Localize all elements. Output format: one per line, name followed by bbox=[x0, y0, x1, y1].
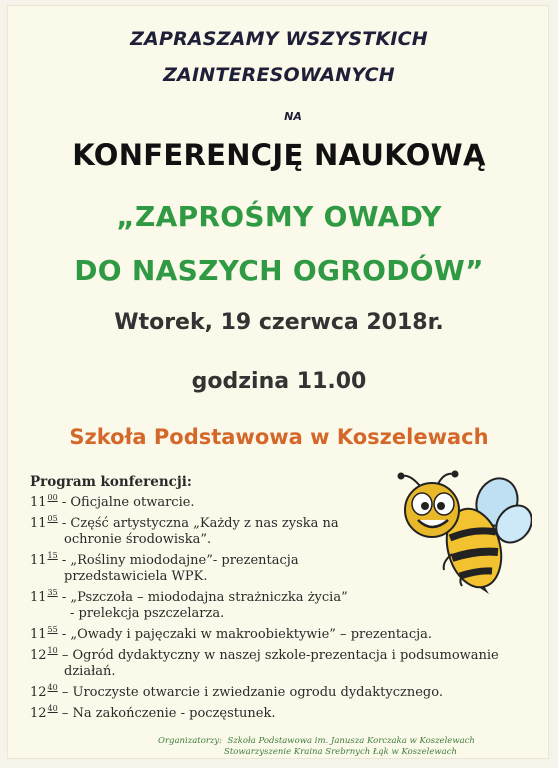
organizers-label: Organizatorzy: bbox=[158, 736, 223, 746]
program-item-cont: ochronie środowiska”. bbox=[64, 532, 212, 547]
organizers bbox=[158, 736, 558, 758]
invite-na: NA bbox=[284, 110, 302, 123]
program-item-cont: działań. bbox=[64, 664, 116, 679]
organizer-2: Stowarzyszenie Kraina Srebrnych Łąk w Koszelewach bbox=[224, 747, 457, 757]
program-item-cont: przedstawiciela WPK. bbox=[64, 569, 208, 584]
invite-line-1: ZAPRASZAMY WSZYSTKICH bbox=[130, 28, 428, 50]
invite-line-2: ZAINTERESOWANYCH bbox=[163, 64, 395, 86]
title-line-2: DO NASZYCH OGRODÓW” bbox=[74, 254, 484, 287]
program-item: $11^{05}$ - Część artystyczna „Każdy z nas zyska na bbox=[30, 514, 339, 531]
program-item: $11^{00}$ - Oficjalne otwarcie. bbox=[30, 493, 195, 510]
program-item: $11^{15}$ - „Rośliny miododajne”- prezentacja bbox=[30, 551, 299, 568]
school-name: Szkoła Podstawowa w Koszelewach bbox=[69, 425, 489, 449]
conference-heading: KONFERENCJĘ NAUKOWĄ bbox=[72, 138, 486, 172]
program-list bbox=[30, 474, 530, 722]
program-heading: Program konferencji: bbox=[30, 474, 192, 490]
program-item: $11^{35}$ - „Pszczoła – miododajna strażniczka życia” bbox=[30, 588, 348, 605]
program-item: $12^{40}$ – Na zakończenie - poczęstunek. bbox=[30, 704, 276, 721]
organizer-1: Szkoła Podstawowa im. Janusza Korczaka w Koszelewach bbox=[227, 736, 475, 746]
program-item: $12^{40}$ – Uroczyste otwarcie i zwiedzanie ogrodu dydaktycznego. bbox=[30, 683, 443, 700]
program-item: $12^{10}$ – Ogród dydaktyczny w naszej szkole-prezentacja i podsumowanie bbox=[30, 646, 499, 663]
event-date: Wtorek, 19 czerwca 2018r. bbox=[114, 310, 444, 335]
program-item-cont: - prelekcja pszczelarza. bbox=[70, 606, 225, 621]
program-item: $11^{55}$ - „Owady i pajęczaki w makroobiektywie” – prezentacja. bbox=[30, 625, 433, 642]
event-time: godzina 11.00 bbox=[191, 369, 367, 394]
title-line-1: „ZAPROŚMY OWADY bbox=[116, 200, 442, 233]
